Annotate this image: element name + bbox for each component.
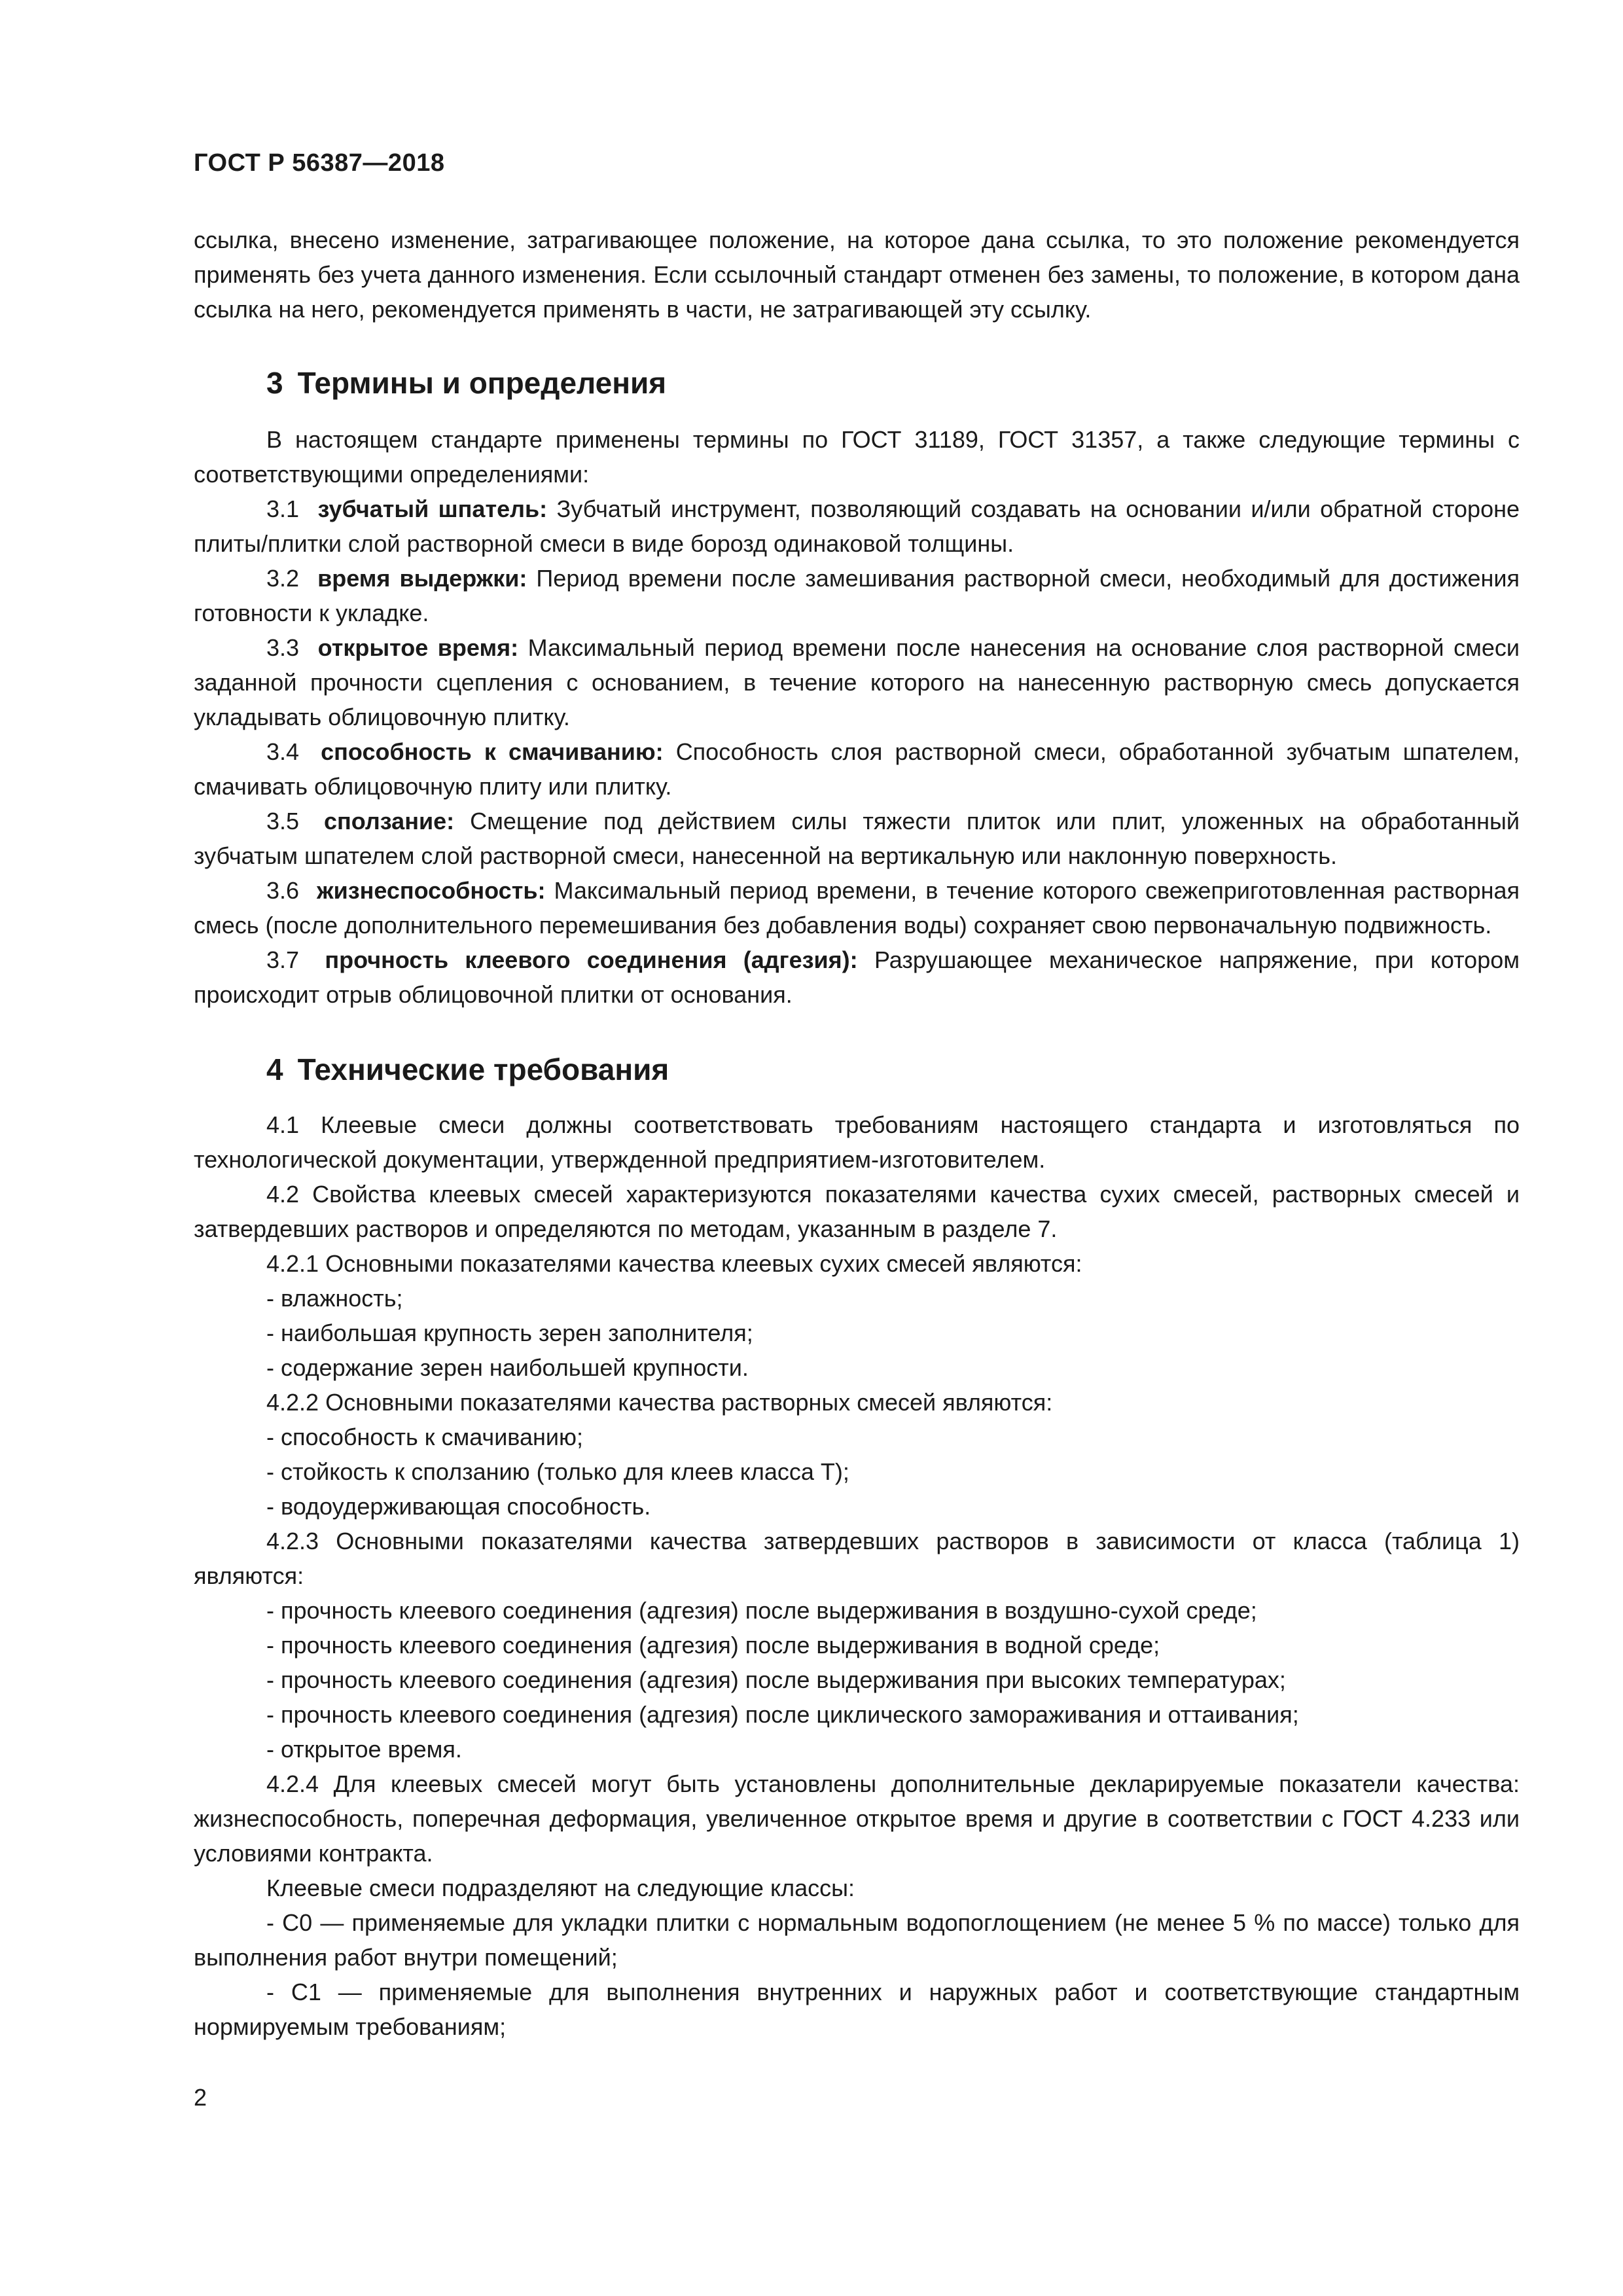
term-definition: Максимальный период времени после нанесения на основание слоя растворной смеси заданной прочности сцепления с основанием, в течение которого на нанесенную растворную смесь допускается укладывать облицовочную плитку. — [194, 634, 1520, 730]
list-item: - способность к смачиванию; — [266, 1424, 584, 1450]
term-definition: Смещение под действием силы тяжести плиток или плит, уложенных на обработанный зубчатым шпателем слой растворной смеси, нанесенной на вертикальную или наклонную поверхность. — [194, 808, 1520, 869]
term-3-6 — [194, 873, 1520, 942]
term-number: 3.1 — [266, 495, 300, 522]
document-header: ГОСТ Р 56387—2018 — [194, 149, 445, 177]
list-item: - наибольшая крупность зерен заполнителя; — [266, 1319, 753, 1346]
list-item: - прочность клеевого соединения (адгезия) после выдерживания в водной среде; — [266, 1632, 1160, 1659]
intro-paragraph: ссылка, внесено изменение, затрагивающее положение, на которое дана ссылка, то это положение рекомендуется применять без учета данного изменения. Если ссылочный стандарт отменен без замены, то положение, в котором дана ссылка на него, рекомендуется применять в части, не затрагивающей эту ссылку. — [194, 226, 1520, 323]
paragraph-4-1: 4.1 Клеевые смеси должны соответствовать требованиям настоящего стандарта и изготовляться по технологической документации, утвержденной предприятием-изготовителем. — [194, 1111, 1520, 1173]
classes-intro: Клеевые смеси подразделяют на следующие классы: — [266, 1874, 855, 1901]
section-4-title: Технические требования — [297, 1052, 669, 1086]
term-number: 3.7 — [266, 946, 300, 973]
term-definition: Способность слоя растворной смеси, обработанной зубчатым шпателем, смачивать облицовочную плиту или плитку. — [194, 738, 1520, 800]
paragraph-4-2-2: 4.2.2 Основными показателями качества растворных смесей являются: — [266, 1389, 1053, 1416]
term-3-7 — [194, 942, 1520, 1012]
section-3-heading — [194, 363, 1520, 403]
section-3-number: 3 — [266, 366, 283, 400]
list-item: - прочность клеевого соединения (адгезия) после циклического замораживания и оттаивания; — [266, 1701, 1299, 1728]
term-name: жизнеспособность: — [317, 877, 546, 904]
section-4-heading — [194, 1050, 1520, 1089]
term-3-4 — [194, 734, 1520, 804]
paragraph-4-2-1: 4.2.1 Основными показателями качества клеевых сухих смесей являются: — [266, 1250, 1082, 1277]
section-3-title: Термины и определения — [297, 366, 667, 400]
class-c1-item: - С1 — применяемые для выполнения внутренних и наружных работ и соответствующие стандартным нормируемым требованиям; — [194, 1979, 1520, 2040]
term-number: 3.3 — [266, 634, 300, 661]
term-name: открытое время: — [317, 634, 519, 661]
term-definition: Зубчатый инструмент, позволяющий создавать на основании и/или обратной стороне плиты/плитки слой растворной смеси в виде борозд одинаковой толщины. — [194, 495, 1520, 557]
section-3-intro: В настоящем стандарте применены термины по ГОСТ 31189, ГОСТ 31357, а также следующие термины с соответствующими определениями: — [194, 426, 1520, 488]
term-3-1 — [194, 492, 1520, 561]
term-definition: Разрушающее механическое напряжение, при котором происходит отрыв облицовочной плитки от основания. — [194, 946, 1520, 1008]
term-name: прочность клеевого соединения (адгезия): — [325, 946, 858, 973]
paragraph-4-2-3: 4.2.3 Основными показателями качества затвердевших растворов в зависимости от класса (таблица 1) являются: — [194, 1528, 1520, 1589]
list-item: - открытое время. — [266, 1736, 462, 1763]
paragraph-4-2-4: 4.2.4 Для клеевых смесей могут быть установлены дополнительные декларируемые показатели качества: жизнеспособность, поперечная деформация, увеличенное открытое время и другие в соответствии с ГОСТ 4.233 или условиями контракта. — [194, 1770, 1520, 1867]
term-3-3 — [194, 630, 1520, 734]
term-3-2 — [194, 561, 1520, 630]
term-definition: Максимальный период времени, в течение которого свежеприготовленная растворная смесь (после дополнительного перемешивания без добавления воды) сохраняет свою первоначальную подвижность. — [194, 877, 1520, 939]
list-item: - водоудерживающая способность. — [266, 1493, 651, 1520]
term-number: 3.2 — [266, 565, 300, 592]
list-item: - прочность клеевого соединения (адгезия) после выдерживания в воздушно-сухой среде; — [266, 1597, 1257, 1624]
list-item: - влажность; — [266, 1285, 403, 1312]
section-4-number: 4 — [266, 1052, 283, 1086]
term-definition: Период времени после замешивания растворной смеси, необходимый для достижения готовности к укладке. — [194, 565, 1520, 626]
list-item: - стойкость к сползанию (только для клеев класса Т); — [266, 1458, 849, 1485]
term-number: 3.4 — [266, 738, 300, 765]
paragraph-4-2: 4.2 Свойства клеевых смесей характеризуются показателями качества сухих смесей, растворных смесей и затвердевших растворов и определяются по методам, указанным в разделе 7. — [194, 1181, 1520, 1242]
term-name: время выдержки: — [317, 565, 527, 592]
term-3-5 — [194, 804, 1520, 873]
term-number: 3.6 — [266, 877, 300, 904]
page-number: 2 — [194, 2084, 207, 2111]
term-name: способность к смачиванию: — [321, 738, 664, 765]
list-item: - прочность клеевого соединения (адгезия) после выдерживания при высоких температурах; — [266, 1666, 1286, 1693]
class-c0-item: - С0 — применяемые для укладки плитки с нормальным водопоглощением (не менее 5 % по массе) только для выполнения работ внутри помещений; — [194, 1909, 1520, 1971]
document-body — [194, 223, 1520, 2044]
term-number: 3.5 — [266, 808, 300, 834]
list-item: - содержание зерен наибольшей крупности. — [266, 1354, 749, 1381]
term-name: зубчатый шпатель: — [317, 495, 548, 522]
term-name: сползание: — [324, 808, 455, 834]
